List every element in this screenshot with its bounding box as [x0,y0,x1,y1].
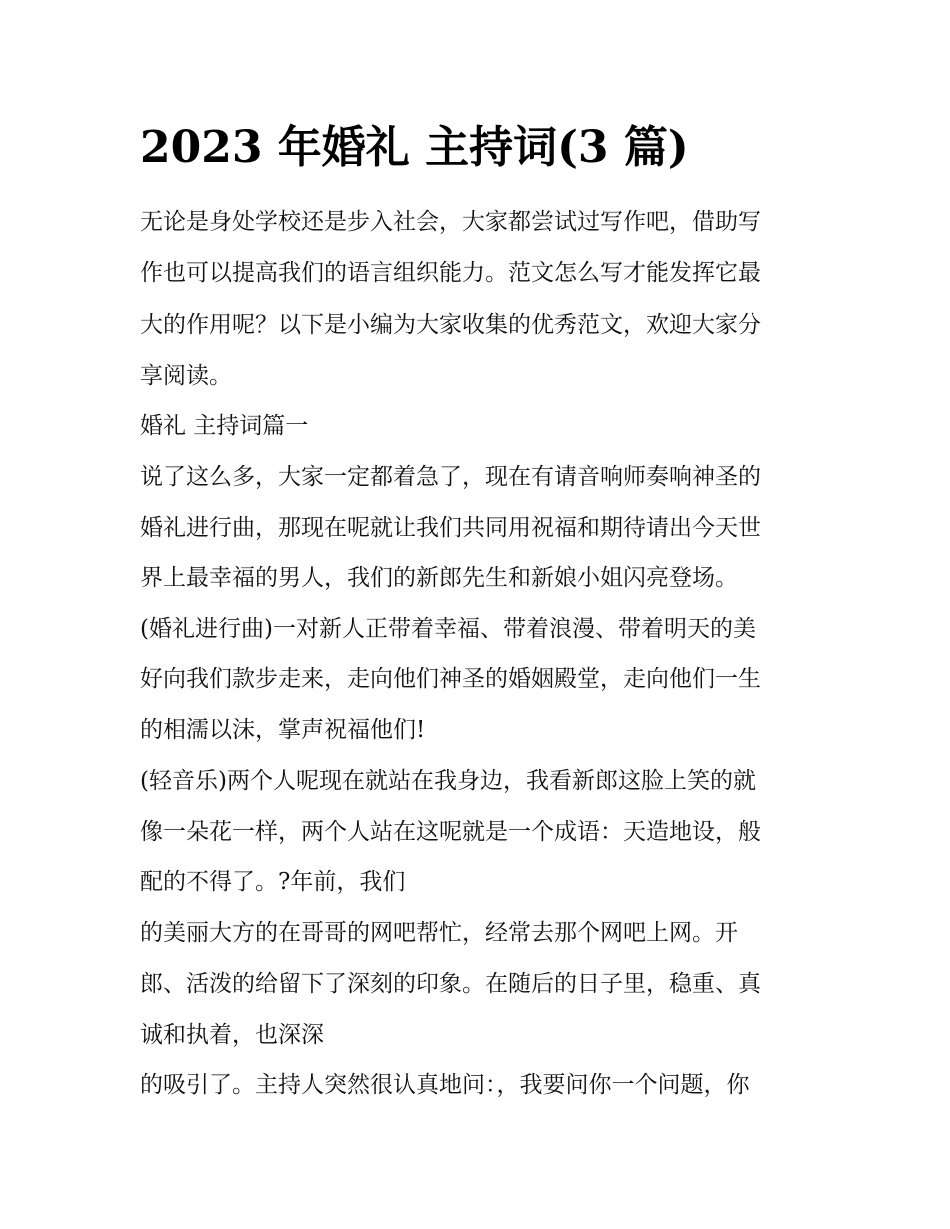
section-heading: 婚礼 主持词篇一 [140,413,309,439]
body-line: 的美丽大方的在哥哥的网吧帮忙，经常去那个网吧上网。开 [140,920,738,946]
body-line: 享阅读。 [140,363,232,389]
body-line: 无论是身处学校还是步入社会，大家都尝试过写作吧，借助写 [140,209,761,235]
body-line: 像一朵花一样，两个人站在这呢就是一个成语：天造地设，般 [140,819,761,845]
body-line: 大的作用呢？以下是小编为大家收集的优秀范文，欢迎大家分 [140,312,761,338]
body-line: 界上最幸福的男人，我们的新郎先生和新娘小姐闪亮登场。 [140,565,738,591]
body-line: 的相濡以沫，掌声祝福他们! [140,717,426,743]
body-line: 好向我们款步走来，走向他们神圣的婚姻殿堂，走向他们一生 [140,666,761,692]
document-title: 2023 年婚礼 主持词(3 篇) [140,122,689,173]
body-line: 诚和执着，也深深 [140,1022,324,1048]
body-line: 说了这么多，大家一定都着急了，现在有请音响师奏响神圣的 [140,464,761,490]
body-line: (轻音乐)两个人呢现在就站在我身边，我看新郎这脸上笑的就 [140,768,756,794]
body-line: (婚礼进行曲)一对新人正带着幸福、带着浪漫、带着明天的美 [140,616,756,642]
body-line: 配的不得了。?年前，我们 [140,869,406,895]
body-line: 作也可以提高我们的语言组织能力。范文怎么写才能发挥它最 [140,260,761,286]
body-line: 的吸引了。主持人突然很认真地问：，我要问你一个问题，你 [140,1072,750,1098]
body-line: 郎、活泼的给留下了深刻的印象。在随后的日子里，稳重、真 [140,971,761,997]
body-line: 婚礼进行曲，那现在呢就让我们共同用祝福和期待请出今天世 [140,515,761,541]
